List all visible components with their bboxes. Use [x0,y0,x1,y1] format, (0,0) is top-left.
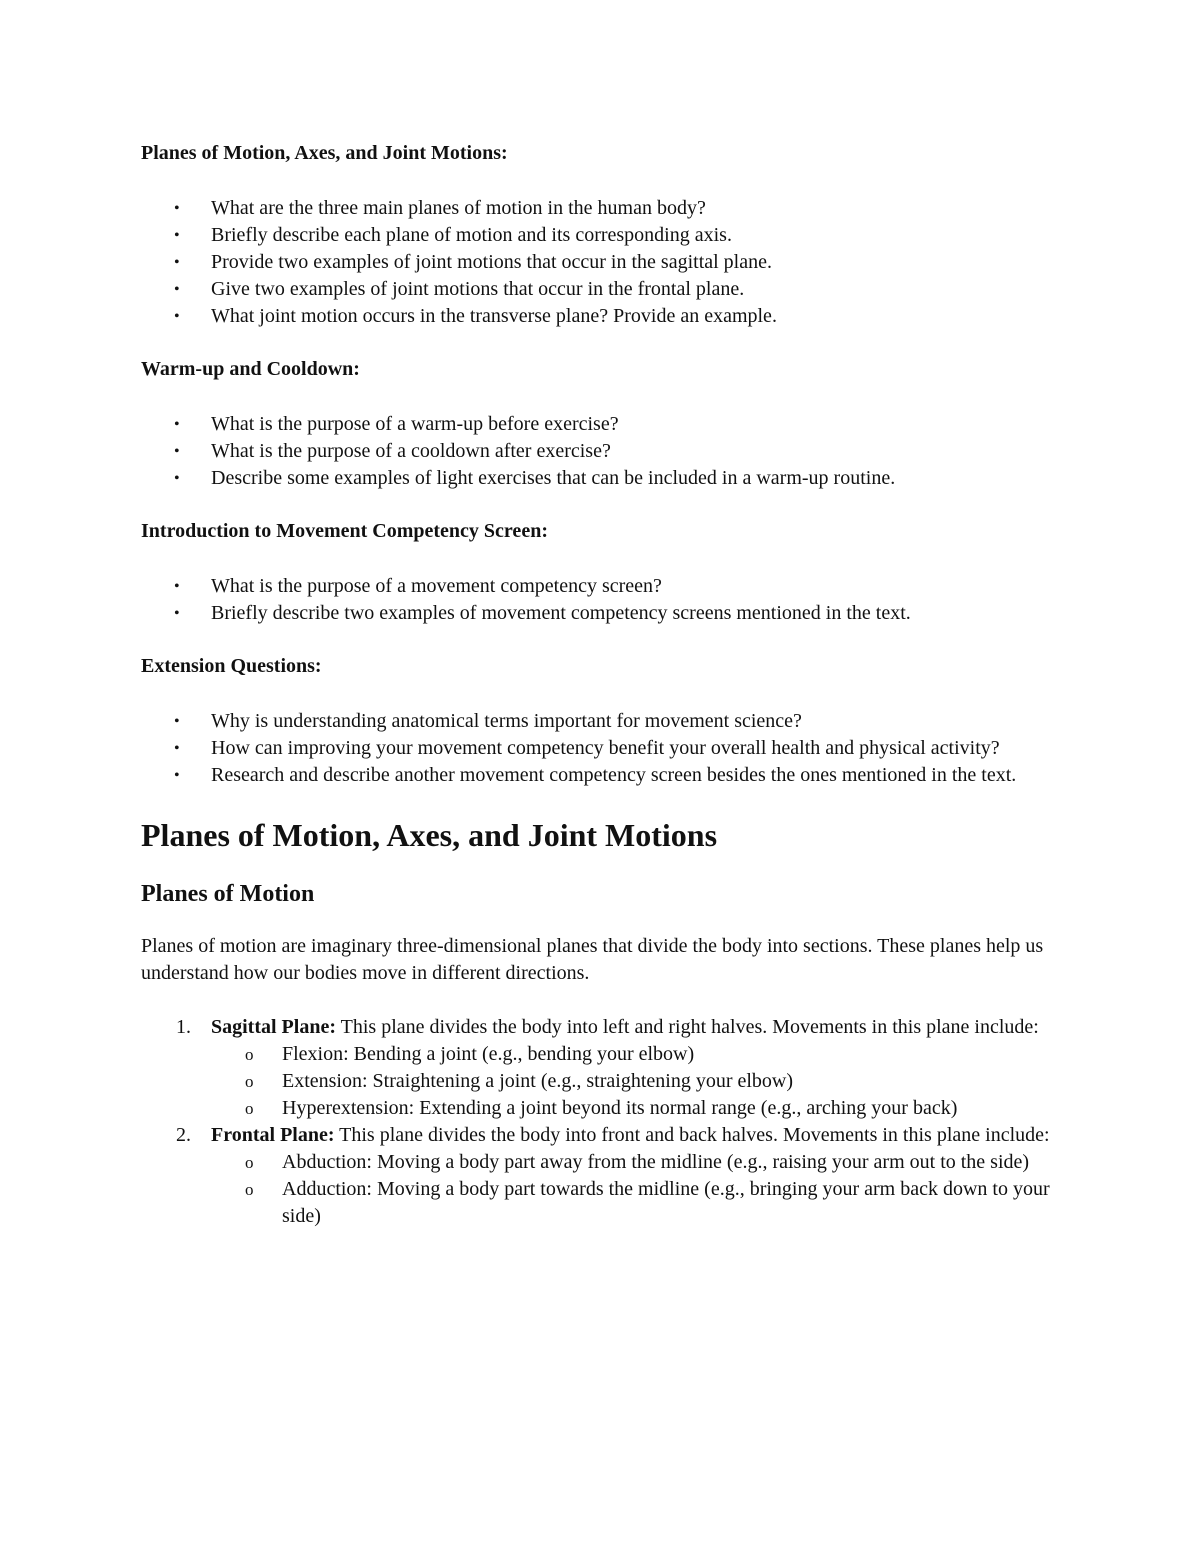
intro-paragraph: Planes of motion are imaginary three-dimensional planes that divide the body into sections. These planes help us understand how our bodies move in different directions. [141,935,1044,984]
question-list-movement-screen [141,573,1061,627]
movement-item: o Adduction: Moving a body part towards the midline (e.g., bringing your arm back down to your side) [245,1178,1050,1227]
list-item: • What joint motion occurs in the transverse plane? Provide an example. [141,303,1061,330]
list-number: 1. [176,1016,191,1038]
list-item: • Briefly describe each plane of motion and its corresponding axis. [141,222,1061,249]
sub-bullet-icon: o [245,1045,254,1064]
list-item: • What is the purpose of a warm-up before exercise? [141,411,1061,438]
list-item: • Provide two examples of joint motions that occur in the sagittal plane. [141,249,1061,276]
question-list-extension [141,708,1061,789]
planes-list [141,1014,1061,1230]
movement-list-sagittal [211,1041,1061,1122]
bullet-icon: • [174,578,180,595]
bullet-icon: • [174,713,180,730]
bullet-icon: • [174,443,180,460]
sub-bullet-icon: o [245,1180,254,1199]
section-subtitle: Planes of Motion [141,881,315,907]
movement-item: o Flexion: Bending a joint (e.g., bending your elbow) [211,1041,1061,1068]
movement-item: o Hyperextension: Extending a joint beyond its normal range (e.g., arching your back) [211,1095,1061,1122]
list-item: • What is the purpose of a cooldown after exercise? [141,438,1061,465]
plane-item-frontal [141,1122,1061,1230]
sub-bullet-icon: o [245,1099,254,1118]
movement-list-frontal [211,1149,1061,1230]
list-number: 2. [176,1124,191,1146]
bullet-icon: • [174,416,180,433]
list-item: • Give two examples of joint motions that occur in the frontal plane. [141,276,1061,303]
sub-bullet-icon: o [245,1153,254,1172]
bullet-icon: • [174,308,180,325]
section-heading-movement-screen: Introduction to Movement Competency Screen: [141,520,548,542]
list-item: • Describe some examples of light exercises that can be included in a warm-up routine. [141,465,1061,492]
document-content [141,140,1061,1230]
list-item: • Research and describe another movement competency screen besides the ones mentioned in the text. [141,762,1061,789]
bullet-icon: • [174,740,180,757]
list-item: • What is the purpose of a movement competency screen? [141,573,1061,600]
list-item: • Why is understanding anatomical terms important for movement science? [141,708,1061,735]
list-item: • How can improving your movement competency benefit your overall health and physical activity? [141,735,1061,762]
bullet-icon: • [174,470,180,487]
page-title: Planes of Motion, Axes, and Joint Motions [141,817,718,853]
movement-item: o Abduction: Moving a body part away from the midline (e.g., raising your arm out to the side) [211,1149,1061,1176]
list-item: • What are the three main planes of motion in the human body? [141,195,1061,222]
plane-description: This plane divides the body into front and back halves. Movements in this plane include: [339,1124,1050,1146]
section-heading-planes: Planes of Motion, Axes, and Joint Motions: [141,142,508,164]
plane-description: This plane divides the body into left and right halves. Movements in this plane include: [340,1016,1039,1038]
section-heading-extension: Extension Questions: [141,655,322,677]
bullet-icon: • [174,767,180,784]
bullet-icon: • [174,281,180,298]
question-list-planes [141,195,1061,330]
bullet-icon: • [174,605,180,622]
bullet-icon: • [174,227,180,244]
list-item: • Briefly describe two examples of movement competency screens mentioned in the text. [141,600,1061,627]
bullet-icon: • [174,200,180,217]
movement-item: o Extension: Straightening a joint (e.g., straightening your elbow) [211,1068,1061,1095]
plane-name: Frontal Plane: [211,1124,335,1146]
plane-item-sagittal [141,1014,1061,1122]
bullet-icon: • [174,254,180,271]
plane-name: Sagittal Plane: [211,1016,336,1038]
sub-bullet-icon: o [245,1072,254,1091]
question-list-warmup [141,411,1061,492]
section-heading-warmup: Warm-up and Cooldown: [141,358,360,380]
